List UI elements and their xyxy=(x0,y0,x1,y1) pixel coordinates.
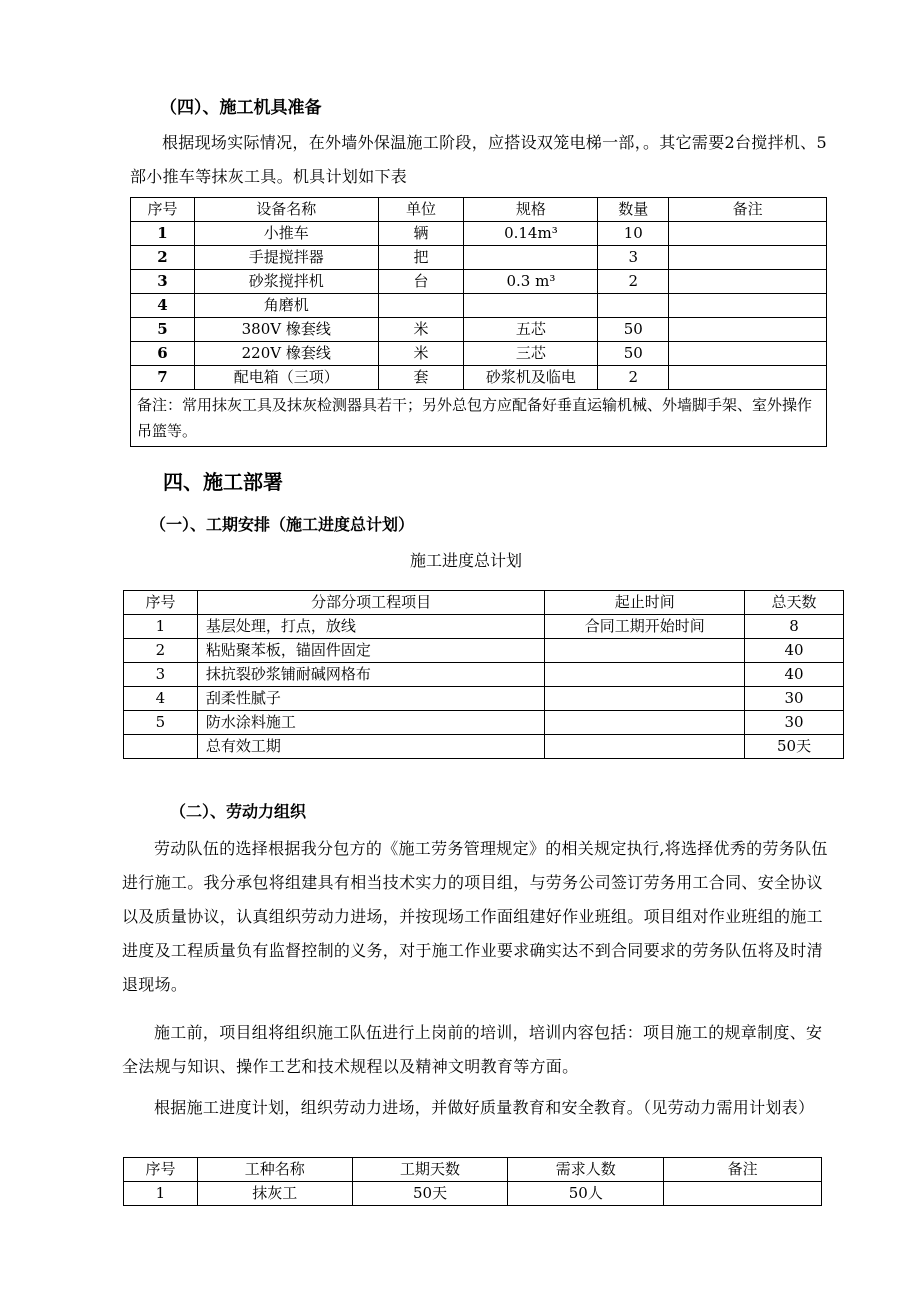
header-cell: 需求人数 xyxy=(508,1158,664,1182)
table-row xyxy=(131,222,827,246)
cell-unit: 辆 xyxy=(378,222,464,246)
cell-note xyxy=(669,270,827,294)
table-row xyxy=(131,318,827,342)
cell-no: 7 xyxy=(131,366,195,390)
cell-no: 1 xyxy=(124,615,198,639)
header-cell: 总天数 xyxy=(745,591,844,615)
cell-qty: 50 xyxy=(598,318,669,342)
cell-no: 5 xyxy=(131,318,195,342)
table-total-row xyxy=(124,735,844,759)
labor-paragraph-3: 根据施工进度计划，组织劳动力进场，并做好质量教育和安全教育。（见劳动力需用计划表） xyxy=(154,1098,815,1117)
cell-time xyxy=(545,663,745,687)
table-row xyxy=(131,366,827,390)
cell-spec: 0.14m³ xyxy=(464,222,598,246)
cell-note xyxy=(669,294,827,318)
cell-unit: 米 xyxy=(378,318,464,342)
cell-no: 4 xyxy=(124,687,198,711)
cell-name: 小推车 xyxy=(194,222,378,246)
cell-note xyxy=(669,318,827,342)
chapter-heading: 四、施工部署 xyxy=(163,470,283,494)
table-caption: 施工进度总计划 xyxy=(410,551,523,570)
cell-spec: 五芯 xyxy=(464,318,598,342)
cell-unit xyxy=(378,294,464,318)
table-header-row xyxy=(124,1158,822,1182)
table-row xyxy=(124,1182,822,1206)
cell-qty: 2 xyxy=(598,366,669,390)
cell-name: 手提搅拌器 xyxy=(194,246,378,270)
cell-item: 抹抗裂砂浆铺耐碱网格布 xyxy=(197,663,545,687)
table-row xyxy=(124,615,844,639)
table-header-row xyxy=(131,198,827,222)
header-cell: 序号 xyxy=(131,198,195,222)
cell-spec: 三芯 xyxy=(464,342,598,366)
header-cell: 数量 xyxy=(598,198,669,222)
section-heading-equipment: （四）、施工机具准备 xyxy=(160,98,322,118)
table-row xyxy=(131,246,827,270)
cell-days: 40 xyxy=(745,663,844,687)
section-heading-labor: （二）、劳动力组织 xyxy=(170,802,307,821)
table-row xyxy=(131,270,827,294)
cell-qty: 10 xyxy=(598,222,669,246)
cell-no: 1 xyxy=(131,222,195,246)
cell-note xyxy=(669,342,827,366)
cell-item: 防水涂料施工 xyxy=(197,711,545,735)
header-cell: 起止时间 xyxy=(545,591,745,615)
cell-unit: 米 xyxy=(378,342,464,366)
cell-spec: 0.3 m³ xyxy=(464,270,598,294)
labor-table xyxy=(123,1157,822,1206)
equipment-paragraph: 根据现场实际情况，在外墙外保温施工阶段，应搭设双笼电梯一部，。其它需要2台搅拌机、5部小推车等抹灰工具。机具计划如下表 xyxy=(130,133,827,186)
cell-days: 40 xyxy=(745,639,844,663)
table-row xyxy=(131,342,827,366)
header-cell: 序号 xyxy=(124,1158,198,1182)
cell-days: 30 xyxy=(745,711,844,735)
cell-name: 220V 橡套线 xyxy=(194,342,378,366)
header-cell: 单位 xyxy=(378,198,464,222)
cell-note xyxy=(664,1182,822,1206)
cell-qty: 2 xyxy=(598,270,669,294)
cell-qty: 3 xyxy=(598,246,669,270)
cell-no: 6 xyxy=(131,342,195,366)
cell-name: 砂浆搅拌机 xyxy=(194,270,378,294)
table-row xyxy=(124,663,844,687)
cell-trade: 抹灰工 xyxy=(197,1182,352,1206)
cell-no: 5 xyxy=(124,711,198,735)
cell-unit: 台 xyxy=(378,270,464,294)
cell-days: 30 xyxy=(745,687,844,711)
equipment-table xyxy=(130,197,827,447)
table-row xyxy=(124,639,844,663)
table-row xyxy=(124,711,844,735)
cell-no: 3 xyxy=(124,663,198,687)
header-cell: 序号 xyxy=(124,591,198,615)
cell-time xyxy=(545,735,745,759)
labor-paragraph-1: 劳动队伍的选择根据我分包方的《施工劳务管理规定》的相关规定执行,将选择优秀的劳务队伍进行施工。我分承包将组建具有相当技术实力的项目组，与劳务公司签订劳务用工合同、安全协议以及质量协议，认真组织劳动力进场，并按现场工作面组建好作业班组。项目组对作业班组的施工进度及工程质量负有监督控制的义务，对于施工作业要求确实达不到合同要求的劳务队伍将及时清退现场。 xyxy=(122,839,828,994)
cell-item: 刮柔性腻子 xyxy=(197,687,545,711)
cell-no: 1 xyxy=(124,1182,198,1206)
cell-qty: 50 xyxy=(598,342,669,366)
cell-days: 50天 xyxy=(352,1182,508,1206)
header-cell: 分部分项工程项目 xyxy=(197,591,545,615)
cell-time xyxy=(545,687,745,711)
cell-spec xyxy=(464,294,598,318)
cell-time xyxy=(545,711,745,735)
cell-note xyxy=(669,222,827,246)
cell-no: 2 xyxy=(124,639,198,663)
cell-name: 380V 橡套线 xyxy=(194,318,378,342)
cell-time: 合同工期开始时间 xyxy=(545,615,745,639)
table-row xyxy=(124,687,844,711)
table-footnote-row xyxy=(131,390,827,447)
cell-no: 4 xyxy=(131,294,195,318)
cell-unit: 套 xyxy=(378,366,464,390)
cell-spec xyxy=(464,246,598,270)
table-footnote: 备注：常用抹灰工具及抹灰检测器具若干；另外总包方应配备好垂直运输机械、外墙脚手架、室外操作吊篮等。 xyxy=(131,390,827,447)
cell-name: 角磨机 xyxy=(194,294,378,318)
cell-people: 50人 xyxy=(508,1182,664,1206)
header-cell: 规格 xyxy=(464,198,598,222)
cell-unit: 把 xyxy=(378,246,464,270)
cell-spec: 砂浆机及临电 xyxy=(464,366,598,390)
cell-note xyxy=(669,366,827,390)
cell-item: 总有效工期 xyxy=(197,735,545,759)
cell-time xyxy=(545,639,745,663)
cell-days: 8 xyxy=(745,615,844,639)
cell-no: 3 xyxy=(131,270,195,294)
cell-item: 粘贴聚苯板，锚固件固定 xyxy=(197,639,545,663)
cell-name: 配电箱（三项） xyxy=(194,366,378,390)
header-cell: 备注 xyxy=(669,198,827,222)
section-heading-schedule: （一）、工期安排（施工进度总计划） xyxy=(150,515,415,534)
labor-paragraph-2: 施工前，项目组将组织施工队伍进行上岗前的培训，培训内容包括：项目施工的规章制度、安全法规与知识、操作工艺和技术规程以及精神文明教育等方面。 xyxy=(122,1023,823,1076)
cell-days: 50天 xyxy=(745,735,844,759)
table-header-row xyxy=(124,591,844,615)
cell-no xyxy=(124,735,198,759)
header-cell: 设备名称 xyxy=(194,198,378,222)
cell-note xyxy=(669,246,827,270)
schedule-table xyxy=(123,590,844,759)
cell-no: 2 xyxy=(131,246,195,270)
table-row xyxy=(131,294,827,318)
cell-qty xyxy=(598,294,669,318)
header-cell: 工期天数 xyxy=(352,1158,508,1182)
header-cell: 备注 xyxy=(664,1158,822,1182)
cell-item: 基层处理，打点，放线 xyxy=(197,615,545,639)
header-cell: 工种名称 xyxy=(197,1158,352,1182)
